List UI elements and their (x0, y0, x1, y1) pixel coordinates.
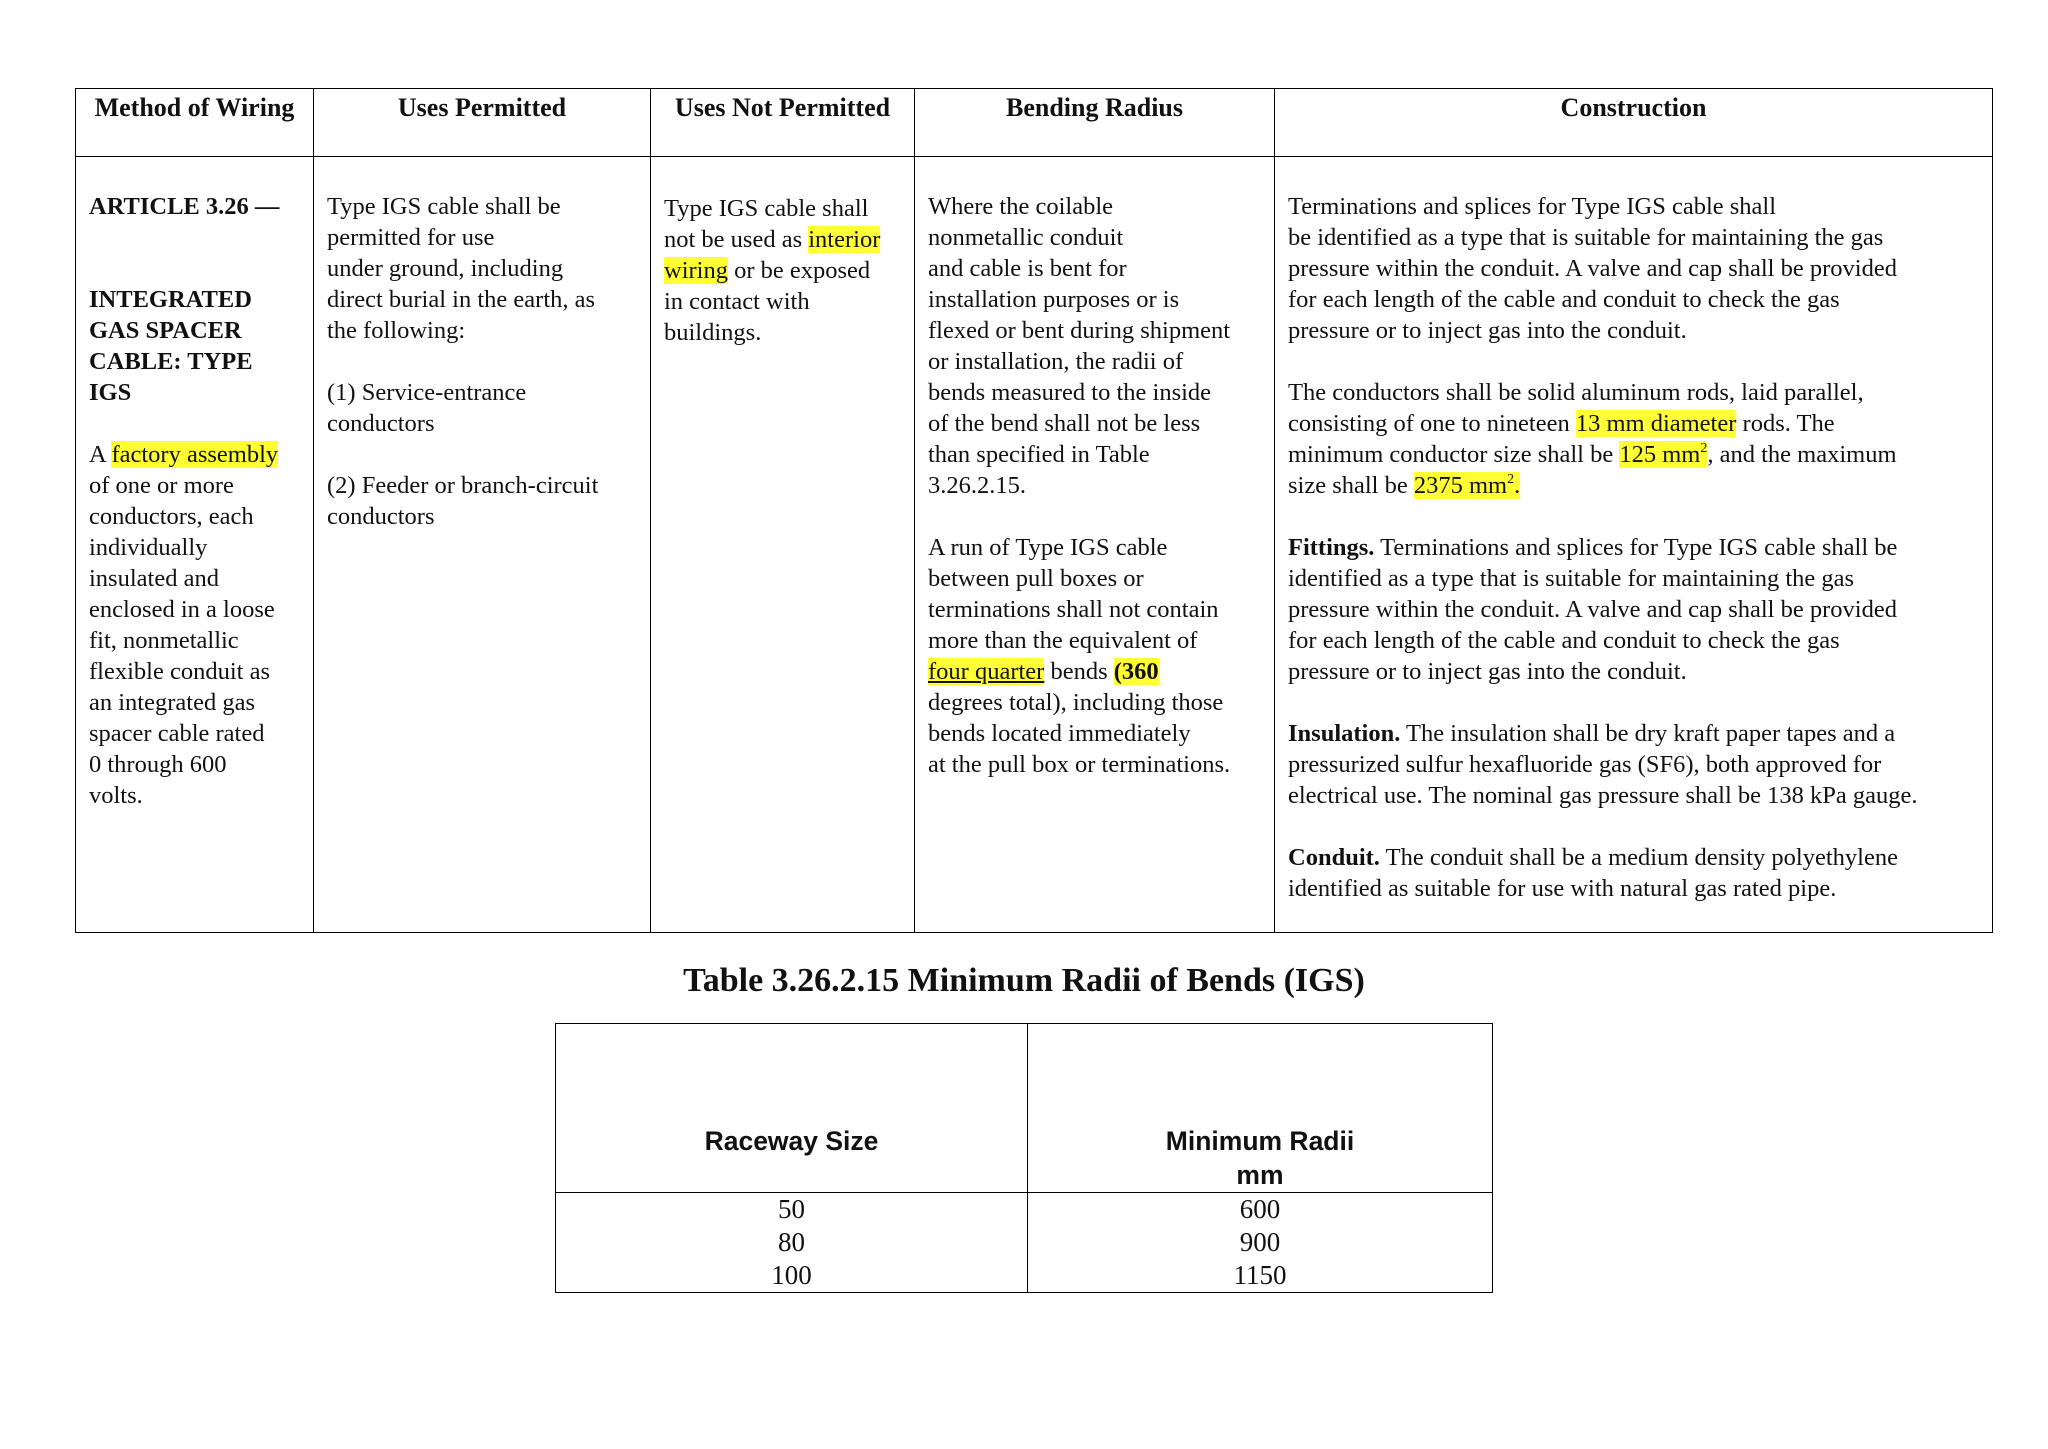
highlight-factory-assembly: factory assembly (111, 441, 279, 468)
uses-permitted-cell: Type IGS cable shall be permitted for use under ground, including direct burial in the earth, as the following: (1) Service-entrance conductors (2) Feeder or branch-circuit conductors (314, 157, 651, 933)
list-item: (2) Feeder or branch-circuit conductors (327, 472, 599, 530)
highlight-360: (360 (1113, 658, 1159, 685)
minimum-radius-value: 1150 (1028, 1259, 1493, 1293)
construction-insulation: Insulation. The insulation shall be dry kraft paper tapes and a pressurized sulfur hexafluoride gas (SF6), both approved for electrical use. The nominal gas pressure shall be 138 kPa gauge. (1288, 720, 1918, 809)
construction-fittings: Fittings. Terminations and splices for Type IGS cable shall be identified as a type that is suitable for maintaining the gas pressure within the conduit. A valve and cap shall be provided for each length of the cable and conduit to check the gas pressure or to inject gas into the conduit. (1288, 534, 1898, 685)
table-row (76, 157, 1993, 933)
bending-paragraph-2: A run of Type IGS cable between pull boxes or terminations shall not contain more than the equivalent of four quarter bends (360 degrees total), including those bends located immediately at the pull box or terminations. (928, 534, 1231, 778)
header-bending-radius: Bending Radius (915, 89, 1275, 157)
highlight-2375mm2: 2375 $mm^2$. (1413, 472, 1521, 499)
construction-conductors: The conductors shall be solid aluminum rods, laid parallel, consisting of one to nineteen 13 mm diameter rods. The minimum conductor size shall be 125 $mm^2$, and the maximum size shall be 2375 $mm^2$. (1288, 379, 1897, 499)
construction-paragraph-1: Terminations and splices for Type IGS cable shall be identified as a type that is suitable for maintaining the gas pressure within the conduit. A valve and cap shall be provided for each length of the cable and conduit to check the gas pressure or to inject gas into the conduit. (1288, 193, 1897, 344)
header-raceway-size: Raceway Size (556, 1024, 1028, 1193)
table-row (556, 1226, 1493, 1259)
minimum-radius-value: 900 (1028, 1226, 1493, 1259)
bending-paragraph-1: Where the coilable nonmetallic conduit and cable is bent for installation purposes or is flexed or bent during shipment or installation, the radii of bends measured to the inside of the bend shall not be less than specified in Table 3.26.2.15. (928, 193, 1231, 499)
header-minimum-radii: Minimum Radii mm (1028, 1024, 1493, 1193)
method-cell (76, 157, 314, 933)
construction-cell (1275, 157, 1993, 933)
table-row (556, 1259, 1493, 1293)
wiring-method-table (75, 88, 1993, 933)
construction-conduit: Conduit. The conduit shall be a medium density polyethylene identified as suitable for use with natural gas rated pipe. (1288, 844, 1898, 902)
uses-not-permitted-cell: Type IGS cable shall not be used as interior wiring or be exposed in contact with buildings. (651, 157, 915, 933)
highlight-125mm2: 125 $mm^2$ (1619, 441, 1708, 468)
highlight-13mm-diameter: 13 mm diameter (1575, 410, 1737, 437)
radii-table-caption: Table 3.26.2.15 Minimum Radii of Bends (IGS) (683, 962, 1365, 999)
minimum-radii-table (555, 1023, 1493, 1293)
header-method-of-wiring: Method of Wiring (76, 89, 314, 157)
bending-radius-cell (915, 157, 1275, 933)
table-row (556, 1193, 1493, 1227)
header-uses-permitted: Uses Permitted (314, 89, 651, 157)
method-description: A factory assembly of one or more conductors, each individually insulated and enclosed in a loose fit, nonmetallic flexible conduit as an integrated gas spacer cable rated 0 through 600 volts. (89, 441, 279, 809)
article-number: ARTICLE 3.26 — (89, 193, 280, 220)
raceway-size-value: 80 (556, 1226, 1028, 1259)
list-item: (1) Service-entrance conductors (327, 379, 527, 437)
header-uses-not-permitted: Uses Not Permitted (651, 89, 915, 157)
header-construction: Construction (1275, 89, 1993, 157)
header-row (556, 1024, 1493, 1193)
highlight-wiring: wiring (664, 257, 728, 284)
minimum-radius-value: 600 (1028, 1193, 1493, 1227)
raceway-size-value: 50 (556, 1193, 1028, 1227)
highlight-four-quarter: four quarter (928, 658, 1045, 685)
raceway-size-value: 100 (556, 1259, 1028, 1293)
article-title: INTEGRATED GAS SPACER CABLE: TYPE IGS (89, 286, 253, 406)
highlight-interior: interior (808, 226, 881, 253)
header-row (76, 89, 1993, 157)
